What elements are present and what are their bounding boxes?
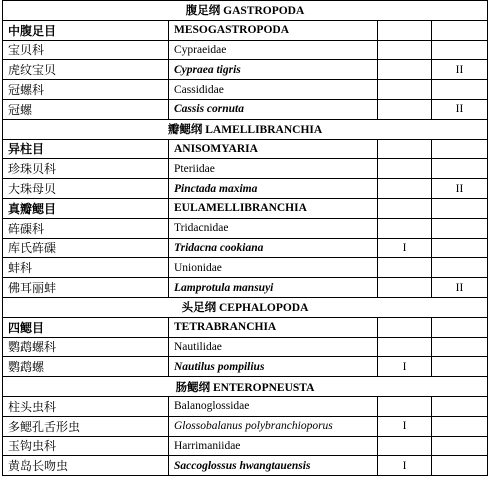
protection-level-2: II	[432, 60, 488, 80]
family-row	[3, 218, 488, 238]
chinese-name: 黄岛长吻虫	[3, 456, 169, 476]
family-row	[3, 40, 488, 60]
protection-level-2	[432, 436, 488, 456]
latin-name: ANISOMYARIA	[169, 139, 378, 159]
protection-level-2	[432, 396, 488, 416]
protection-level-2	[432, 456, 488, 476]
class-label: 腹足纲 GASTROPODA	[3, 1, 488, 21]
protection-level-1	[378, 436, 432, 456]
protection-level-1	[378, 317, 432, 337]
class-label: 头足纲 CEPHALOPODA	[3, 297, 488, 317]
latin-name: Nautilidae	[169, 337, 378, 357]
latin-name: Harrimaniidae	[169, 436, 378, 456]
class-label: 瓣鳃纲 LAMELLIBRANCHIA	[3, 119, 488, 139]
protection-level-1	[378, 40, 432, 60]
latin-name: Glossobalanus polybranchioporus	[169, 416, 378, 436]
protection-level-2	[432, 317, 488, 337]
protection-level-2	[432, 357, 488, 377]
protection-level-1	[378, 396, 432, 416]
protection-level-2	[432, 80, 488, 100]
latin-name: Pteriidae	[169, 159, 378, 179]
chinese-name: 异柱目	[3, 139, 169, 159]
protection-level-2	[432, 337, 488, 357]
protection-level-1	[378, 218, 432, 238]
chinese-name: 珍珠贝科	[3, 159, 169, 179]
chinese-name: 玉钩虫科	[3, 436, 169, 456]
species-row	[3, 179, 488, 199]
species-row	[3, 357, 488, 377]
protection-level-2: II	[432, 179, 488, 199]
order-row	[3, 139, 488, 159]
latin-name: Cassididae	[169, 80, 378, 100]
order-row	[3, 317, 488, 337]
protection-level-2	[432, 139, 488, 159]
family-row	[3, 159, 488, 179]
latin-name: MESOGASTROPODA	[169, 20, 378, 40]
protection-level-2: II	[432, 99, 488, 119]
protection-level-1: I	[378, 357, 432, 377]
chinese-name: 鹦鹉螺科	[3, 337, 169, 357]
chinese-name: 鹦鹉螺	[3, 357, 169, 377]
protection-level-1	[378, 80, 432, 100]
protection-level-2	[432, 238, 488, 258]
protection-level-1	[378, 337, 432, 357]
latin-name: Balanoglossidae	[169, 396, 378, 416]
protection-level-1	[378, 198, 432, 218]
latin-name: Cypraeidae	[169, 40, 378, 60]
chinese-name: 佛耳丽蚌	[3, 278, 169, 298]
species-row	[3, 60, 488, 80]
chinese-name: 库氏砗磲	[3, 238, 169, 258]
protection-level-2	[432, 159, 488, 179]
class-header-row	[3, 377, 488, 397]
latin-name: Saccoglossus hwangtauensis	[169, 456, 378, 476]
chinese-name: 蚌科	[3, 258, 169, 278]
protection-level-1	[378, 258, 432, 278]
order-row	[3, 20, 488, 40]
latin-name: Tridacna cookiana	[169, 238, 378, 258]
table-body	[3, 1, 488, 476]
protection-level-1	[378, 179, 432, 199]
chinese-name: 宝贝科	[3, 40, 169, 60]
protection-level-1	[378, 159, 432, 179]
chinese-name: 柱头虫科	[3, 396, 169, 416]
protection-level-1	[378, 99, 432, 119]
protection-level-2	[432, 198, 488, 218]
chinese-name: 中腹足目	[3, 20, 169, 40]
protection-level-1: I	[378, 238, 432, 258]
family-row	[3, 396, 488, 416]
species-row	[3, 238, 488, 258]
protection-level-1: I	[378, 456, 432, 476]
class-header-row	[3, 119, 488, 139]
protection-level-2	[432, 40, 488, 60]
chinese-name: 真瓣鳃目	[3, 198, 169, 218]
species-row	[3, 416, 488, 436]
order-row	[3, 198, 488, 218]
family-row	[3, 436, 488, 456]
family-row	[3, 337, 488, 357]
latin-name: TETRABRANCHIA	[169, 317, 378, 337]
chinese-name: 大珠母贝	[3, 179, 169, 199]
protected-species-table	[2, 0, 488, 476]
species-row	[3, 278, 488, 298]
latin-name: Unionidae	[169, 258, 378, 278]
latin-name: Lamprotula mansuyi	[169, 278, 378, 298]
protection-level-2	[432, 416, 488, 436]
latin-name: Cassis cornuta	[169, 99, 378, 119]
protection-level-1	[378, 139, 432, 159]
chinese-name: 虎纹宝贝	[3, 60, 169, 80]
chinese-name: 四鳃目	[3, 317, 169, 337]
protection-level-2: II	[432, 278, 488, 298]
chinese-name: 冠螺	[3, 99, 169, 119]
latin-name: Cypraea tigris	[169, 60, 378, 80]
class-header-row	[3, 297, 488, 317]
protection-level-2	[432, 218, 488, 238]
chinese-name: 砗磲科	[3, 218, 169, 238]
class-header-row	[3, 1, 488, 21]
latin-name: Nautilus pompilius	[169, 357, 378, 377]
protection-level-1	[378, 60, 432, 80]
class-label: 肠鳃纲 ENTEROPNEUSTA	[3, 377, 488, 397]
species-row	[3, 99, 488, 119]
protection-level-1	[378, 20, 432, 40]
protection-level-2	[432, 258, 488, 278]
family-row	[3, 258, 488, 278]
protection-level-2	[432, 20, 488, 40]
species-row	[3, 456, 488, 476]
latin-name: Tridacnidae	[169, 218, 378, 238]
latin-name: Pinctada maxima	[169, 179, 378, 199]
chinese-name: 多鳃孔舌形虫	[3, 416, 169, 436]
protection-level-1: I	[378, 416, 432, 436]
latin-name: EULAMELLIBRANCHIA	[169, 198, 378, 218]
family-row	[3, 80, 488, 100]
chinese-name: 冠螺科	[3, 80, 169, 100]
protection-level-1	[378, 278, 432, 298]
